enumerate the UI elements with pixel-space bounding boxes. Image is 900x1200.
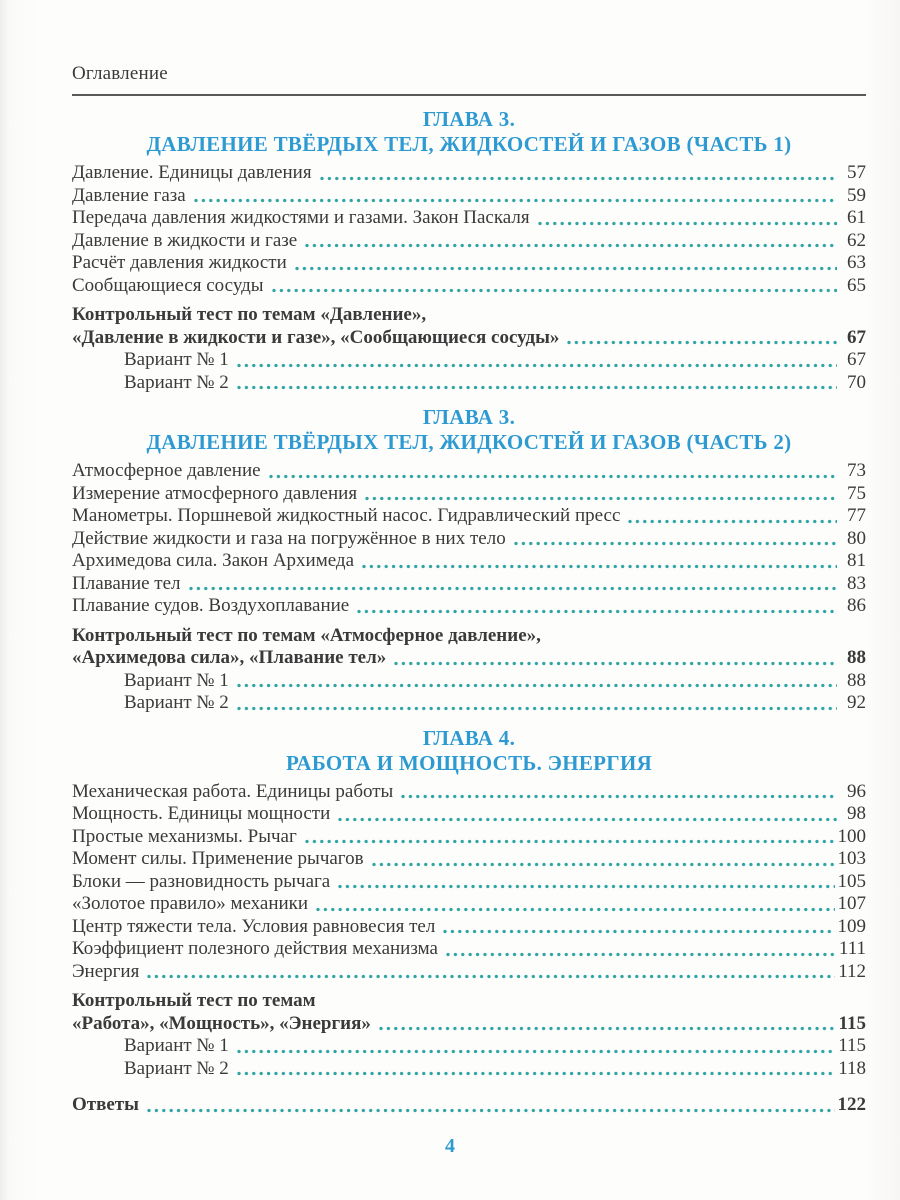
- dot-leader: [337, 816, 837, 823]
- toc-entry: [72, 528, 866, 551]
- toc-entry: [72, 349, 866, 372]
- toc-entry: [72, 1058, 866, 1081]
- toc-entry: [72, 893, 866, 916]
- toc-entry-page: 81: [847, 550, 866, 571]
- toc-entry-text: Сообщающиеся сосуды: [72, 274, 264, 296]
- toc-entry-page: 107: [837, 893, 866, 914]
- dot-leader: [236, 362, 837, 369]
- toc-entry: [72, 483, 866, 506]
- toc-entry: [72, 826, 866, 849]
- toc-entry-text: Вариант № 1: [124, 349, 229, 370]
- section-rows: [72, 781, 866, 1117]
- toc-entry-page: 65: [847, 274, 866, 296]
- toc-entry: [72, 916, 866, 939]
- dot-leader: [445, 951, 836, 958]
- toc-section: [72, 107, 866, 394]
- dot-leader: [537, 220, 837, 227]
- dot-leader: [319, 175, 837, 182]
- toc-entry: [72, 460, 866, 483]
- toc-entry: [72, 595, 866, 618]
- toc-entry-page: 98: [847, 803, 866, 824]
- dot-leader: [400, 793, 837, 800]
- toc-entry-text: Действие жидкости и газа на погружённое в них тело: [72, 527, 506, 549]
- toc-entry-text: Коэффициент полезного действия механизма: [72, 938, 438, 959]
- toc-entry: [72, 573, 866, 596]
- dot-leader: [442, 928, 834, 935]
- toc-entry-page: 86: [847, 595, 866, 616]
- toc-entry-text: Вариант № 1: [124, 1035, 229, 1056]
- toc-entry-text: Простые механизмы. Рычаг: [72, 825, 297, 847]
- dot-leader: [188, 585, 837, 592]
- dot-leader: [236, 1048, 835, 1055]
- toc-entry-text: Энергия: [72, 960, 140, 982]
- toc-entry-text: Мощность. Единицы мощности: [72, 803, 331, 824]
- toc-entry-page: 112: [838, 960, 866, 982]
- dot-leader: [513, 540, 837, 547]
- toc-entry: [72, 625, 866, 648]
- toc-entry-page: 63: [847, 252, 866, 273]
- header-rule: [72, 94, 866, 96]
- chapter-label: ГЛАВА 4.: [422, 725, 516, 750]
- chapter-title: РАБОТА И МОЩНОСТЬ. ЭНЕРГИЯ: [285, 750, 653, 775]
- toc-entry-page: 73: [847, 460, 866, 481]
- toc-entry: [72, 275, 866, 298]
- dot-leader: [304, 838, 835, 845]
- toc-entry-text: Атмосферное давление: [72, 460, 261, 481]
- toc-entry-text: Ответы: [72, 1094, 139, 1115]
- toc-entry-text: Контрольный тест по темам: [72, 990, 316, 1011]
- toc-entry: [72, 1094, 866, 1117]
- toc-entry-page: 96: [847, 780, 866, 802]
- dot-leader: [337, 883, 834, 890]
- toc-entry-text: «Архимедова сила», «Плавание тел»: [72, 647, 387, 668]
- toc-entry-page: 61: [847, 207, 866, 228]
- toc-section: [72, 405, 866, 715]
- dot-leader: [378, 1025, 836, 1032]
- toc-entry-page: 77: [847, 505, 866, 526]
- toc-entry-text: Плавание тел: [72, 572, 181, 594]
- toc-entry-page: 111: [838, 938, 866, 959]
- toc-entry-text: Вариант № 2: [124, 692, 229, 713]
- toc-entry-page: 70: [847, 371, 866, 393]
- toc-entry: [72, 1035, 866, 1058]
- dot-leader: [361, 563, 837, 570]
- toc-entry: [72, 781, 866, 804]
- toc-entry-page: 109: [837, 915, 866, 937]
- toc-entry-text: Давление в жидкости и газе: [72, 229, 298, 251]
- toc-entry-text: «Давление в жидкости и газе», «Сообщающиеся сосуды»: [72, 326, 560, 348]
- section-rows: [72, 162, 866, 394]
- dot-leader: [393, 660, 837, 667]
- toc-entry-text: Расчёт давления жидкости: [72, 252, 287, 273]
- toc-entry-page: 88: [847, 669, 866, 691]
- chapter-title: ДАВЛЕНИЕ ТВЁРДЫХ ТЕЛ, ЖИДКОСТЕЙ И ГАЗОВ (ЧАСТЬ 1): [146, 132, 792, 156]
- toc-entry-text: Блоки — разновидность рычага: [72, 870, 331, 892]
- toc-entry: [72, 803, 866, 826]
- toc-entry-text: «Золотое правило» механики: [72, 893, 309, 914]
- toc-entry-text: Давление газа: [72, 184, 186, 206]
- toc-entry: [72, 207, 866, 230]
- dot-leader: [268, 473, 837, 480]
- running-header: Оглавление: [72, 63, 168, 84]
- toc-entry: [72, 327, 866, 350]
- toc-entry: [72, 961, 866, 984]
- dot-leader: [146, 1107, 835, 1114]
- toc-entry-page: 100: [837, 825, 866, 847]
- toc-entry-text: Вариант № 2: [124, 371, 229, 393]
- toc-entry-page: 67: [847, 349, 866, 370]
- toc-entry-text: Момент силы. Применение рычагов: [72, 848, 364, 869]
- dot-leader: [271, 287, 837, 294]
- dot-leader: [356, 608, 837, 615]
- toc-entry: [72, 372, 866, 395]
- dot-leader: [193, 197, 837, 204]
- dot-leader: [236, 384, 837, 391]
- toc-entry-page: 103: [837, 848, 866, 869]
- toc-entry-page: 62: [847, 229, 866, 251]
- toc-entry: [72, 990, 866, 1013]
- dot-leader: [371, 861, 835, 868]
- toc-entry: [72, 871, 866, 894]
- dot-leader: [146, 973, 835, 980]
- toc-section: [72, 726, 866, 1117]
- toc-entry-text: Вариант № 1: [124, 669, 229, 691]
- toc-entry-text: Контрольный тест по темам «Давление»,: [72, 304, 427, 325]
- toc-entry-page: 75: [847, 482, 866, 504]
- toc-entry-text: «Работа», «Мощность», «Энергия»: [72, 1012, 371, 1034]
- toc-entry: [72, 304, 866, 327]
- toc-sections: [72, 107, 866, 1117]
- toc-entry: [72, 647, 866, 670]
- toc-entry: [72, 938, 866, 961]
- dot-leader: [304, 242, 837, 249]
- toc-entry-text: Механическая работа. Единицы работы: [72, 780, 394, 802]
- dot-leader: [627, 518, 837, 525]
- toc-entry-page: 80: [847, 527, 866, 549]
- toc-entry: [72, 1013, 866, 1036]
- toc-entry: [72, 505, 866, 528]
- toc-entry-page: 59: [847, 184, 866, 206]
- toc-entry-page: 83: [847, 572, 866, 594]
- toc-entry-page: 115: [838, 1035, 866, 1056]
- toc-entry: [72, 162, 866, 185]
- toc-entry-page: 57: [847, 162, 866, 183]
- dot-leader: [236, 1070, 835, 1077]
- dot-leader: [294, 265, 837, 272]
- section-rows: [72, 460, 866, 715]
- toc-entry-text: Измерение атмосферного давления: [72, 482, 358, 504]
- toc-entry-page: 115: [838, 1012, 866, 1034]
- toc-entry-text: Передача давления жидкостями и газами. Закон Паскаля: [72, 207, 530, 228]
- chapter-title: ДАВЛЕНИЕ ТВЁРДЫХ ТЕЛ, ЖИДКОСТЕЙ И ГАЗОВ (ЧАСТЬ 2): [146, 430, 792, 454]
- toc-entry: [72, 670, 866, 693]
- toc-entry-text: Плавание судов. Воздухоплавание: [72, 595, 350, 616]
- toc-entry-page: 122: [837, 1094, 866, 1115]
- chapter-label: ГЛАВА 3.: [422, 405, 516, 429]
- toc-entry-page: 118: [838, 1057, 866, 1079]
- toc-entry-text: Архимедова сила. Закон Архимеда: [72, 550, 355, 571]
- toc-entry-page: 105: [837, 870, 866, 892]
- toc-entry-page: 92: [847, 692, 866, 713]
- toc-entry-page: 88: [847, 647, 866, 668]
- toc-entry: [72, 252, 866, 275]
- toc-entry-page: 67: [847, 326, 866, 348]
- toc-entry-text: Центр тяжести тела. Условия равновесия тел: [72, 915, 436, 937]
- dot-leader: [236, 705, 837, 712]
- footer-page-number: 4: [445, 1135, 455, 1157]
- toc-entry-text: Давление. Единицы давления: [72, 162, 312, 183]
- dot-leader: [566, 339, 837, 346]
- chapter-label: ГЛАВА 3.: [422, 107, 516, 131]
- toc-entry: [72, 550, 866, 573]
- toc-entry-text: Вариант № 2: [124, 1057, 229, 1079]
- toc-entry: [72, 230, 866, 253]
- dot-leader: [315, 906, 834, 913]
- toc-entry-text: Контрольный тест по темам «Атмосферное давление»,: [72, 624, 541, 646]
- dot-leader: [364, 495, 837, 502]
- dot-leader: [236, 682, 837, 689]
- toc-entry: [72, 185, 866, 208]
- toc-entry: [72, 692, 866, 715]
- toc-entry: [72, 848, 866, 871]
- toc-entry-text: Манометры. Поршневой жидкостный насос. Гидравлический пресс: [72, 505, 621, 526]
